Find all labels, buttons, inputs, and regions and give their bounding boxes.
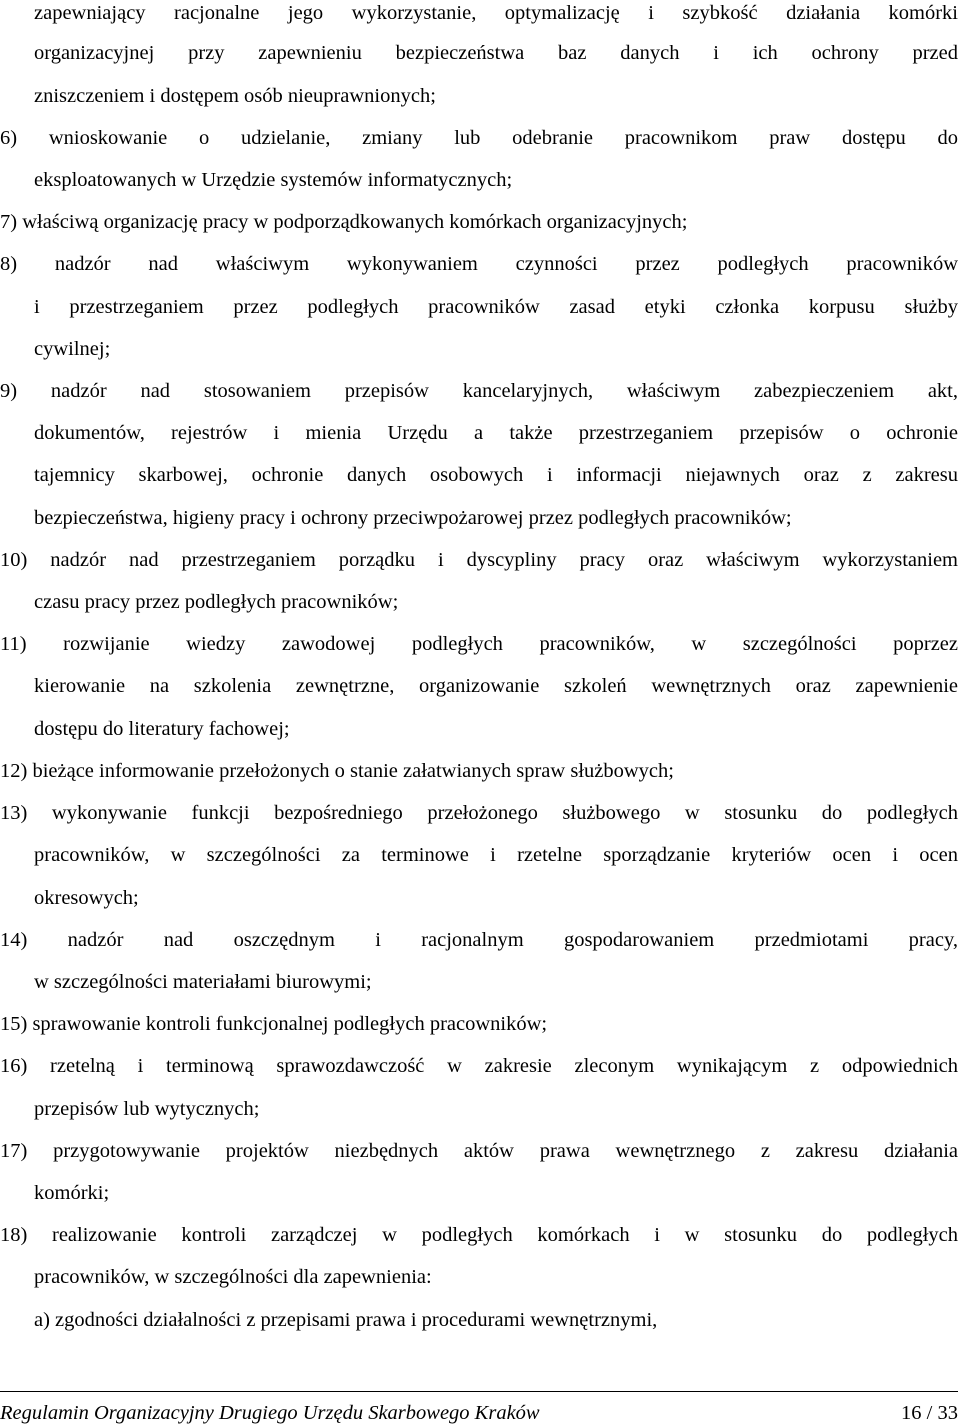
text-line: pracowników, w szczególności dla zapewnienia: [34, 1266, 432, 1288]
list-item-11: 11) rozwijanie wiedzy zawodowej podległych pracowników, w szczególności poprzez [0, 633, 958, 655]
text-line: bezpieczeństwa, higieny pracy i ochrony przeciwpożarowej przez podległych pracowników; [34, 507, 792, 529]
text-line: w szczególności materiałami biurowymi; [34, 971, 372, 993]
text-line: organizacyjnej przy zapewnieniu bezpieczeństwa baz danych i ich ochrony przed [34, 42, 958, 64]
list-item-9: 9) nadzór nad stosowaniem przepisów kancelaryjnych, właściwym zabezpieczeniem akt, [0, 380, 958, 402]
text-line: i przestrzeganiem przez podległych pracowników zasad etyki członka korpusu służby [34, 296, 958, 318]
text-line: tajemnicy skarbowej, ochronie danych osobowych i informacji niejawnych oraz z zakresu [34, 464, 958, 486]
text-line: zapewniający racjonalne jego wykorzystanie, optymalizację i szybkość działania komórki [34, 2, 958, 24]
list-item-7: 7) właściwą organizację pracy w podporządkowanych komórkach organizacyjnych; [0, 211, 688, 233]
text-line: czasu pracy przez podległych pracowników; [34, 591, 399, 613]
text-line: eksploatowanych w Urzędzie systemów informatycznych; [34, 169, 513, 191]
list-item-10: 10) nadzór nad przestrzeganiem porządku i dyscypliny pracy oraz właściwym wykorzystaniem [0, 549, 958, 571]
text-line: kierowanie na szkolenia zewnętrzne, organizowanie szkoleń wewnętrznych oraz zapewnienie [34, 675, 958, 697]
list-item-17: 17) przygotowywanie projektów niezbędnych aktów prawa wewnętrznego z zakresu działania [0, 1140, 958, 1162]
list-item-15: 15) sprawowanie kontroli funkcjonalnej podległych pracowników; [0, 1013, 548, 1035]
text-line: dostępu do literatury fachowej; [34, 718, 290, 740]
text-line: okresowych; [34, 887, 139, 909]
list-item-14: 14) nadzór nad oszczędnym i racjonalnym gospodarowaniem przedmiotami pracy, [0, 929, 958, 951]
text-line: pracowników, w szczególności za terminowe i rzetelne sporządzanie kryteriów ocen i ocen [34, 844, 958, 866]
footer-divider [0, 1391, 958, 1392]
footer-title: Regulamin Organizacyjny Drugiego Urzędu Skarbowego Kraków [0, 1402, 540, 1424]
list-item-12: 12) bieżące informowanie przełożonych o stanie załatwianych spraw służbowych; [0, 760, 674, 782]
text-line: cywilnej; [34, 338, 111, 360]
list-item-8: 8) nadzór nad właściwym wykonywaniem czynności przez podległych pracowników [0, 253, 958, 275]
list-item-18: 18) realizowanie kontroli zarządczej w podległych komórkach i w stosunku do podległych [0, 1224, 958, 1246]
text-line: komórki; [34, 1182, 110, 1204]
list-item-6: 6) wnioskowanie o udzielanie, zmiany lub odebranie pracownikom praw dostępu do [0, 127, 958, 149]
text-line: zniszczeniem i dostępem osób nieuprawnionych; [34, 85, 436, 107]
sub-item-a: a) zgodności działalności z przepisami prawa i procedurami wewnętrznymi, [34, 1309, 658, 1331]
list-item-13: 13) wykonywanie funkcji bezpośredniego przełożonego służbowego w stosunku do podległych [0, 802, 958, 824]
text-line: dokumentów, rejestrów i mienia Urzędu a także przestrzeganiem przepisów o ochronie [34, 422, 958, 444]
text-line: przepisów lub wytycznych; [34, 1098, 260, 1120]
page-number: 16 / 33 [901, 1402, 958, 1424]
list-item-16: 16) rzetelną i terminową sprawozdawczość w zakresie zleconym wynikającym z odpowiednich [0, 1055, 958, 1077]
